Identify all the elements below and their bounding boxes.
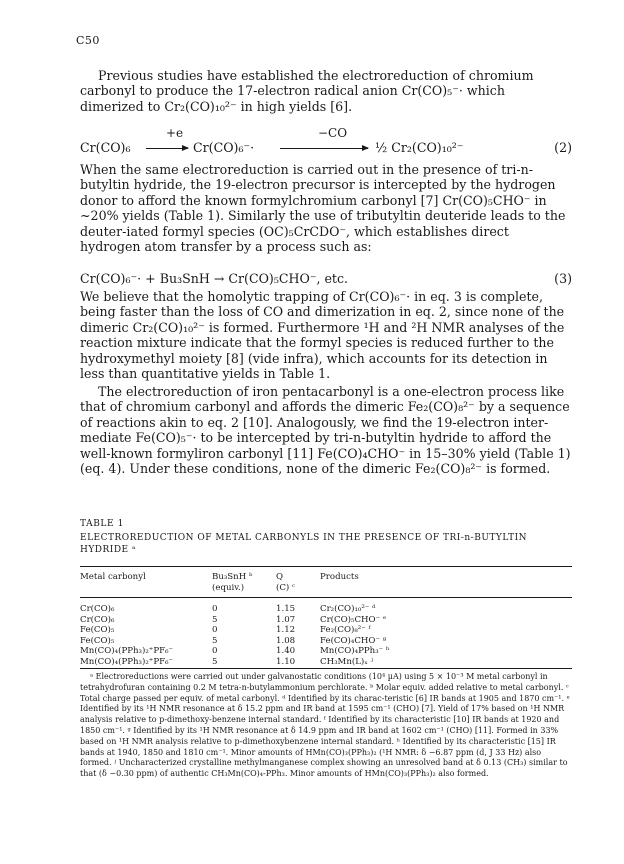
eq2-product: ½ Cr₂(CO)₁₀²⁻: [375, 140, 464, 155]
cell-q: 1.15: [276, 604, 296, 614]
cell-bu3snh: 5: [212, 657, 218, 667]
header-bu3snh-line2: (equiv.): [212, 582, 245, 593]
cell-metal: Fe(CO)₅: [80, 635, 115, 646]
cell-q: 1.10: [276, 657, 296, 667]
cell-metal: Fe(CO)₅: [80, 625, 115, 636]
table-title: ELECTROREDUCTION OF METAL CARBONYLS IN THE PRESENCE OF TRI-n-BUTYLTIN HYDRIDE ᵃ: [80, 533, 528, 555]
cell-q: 1.12: [276, 625, 296, 636]
eq2-number: (2): [554, 140, 572, 155]
cell-products: Cr(CO)₅CHO⁻ ᵉ: [320, 614, 387, 625]
cell-bu3snh: 0: [212, 604, 218, 614]
cell-products: Fe(CO)₄CHO⁻ ᵍ: [320, 635, 387, 646]
header-bu3snh-line1: Bu₃SnH ᵇ: [212, 572, 253, 582]
eq3-text: Cr(CO)₆⁻· + Bu₃SnH → Cr(CO)₅CHO⁻, etc.: [80, 271, 349, 286]
cell-products: CH₃Mn(L)ₓ ʲ: [320, 657, 373, 667]
eq3-number: (3): [554, 271, 572, 286]
table-top-rule: [80, 566, 572, 567]
paragraph-2: When the same electroreduction is carried out in the presence of tri-n-butyltin hydride, the 19-electron precursor is intercepted by the hydrogen donor to afford the known formylchromium carbonyl [7] Cr(CO)₅CHO⁻ in ~20% yields (Table 1). Similarly the use of tributyltin deuteride leads to the deuter-iated formyl species (OC)₅CrCDO⁻, which establishes direct hydrogen atom transfer by a process such as:: [80, 162, 566, 255]
cell-metal: Mn(CO)₄(PPh₃)₂⁺PF₆⁻: [80, 657, 174, 667]
cell-metal: Cr(CO)₆: [80, 604, 115, 614]
header-q-line1: Q: [276, 572, 284, 582]
cell-metal: Cr(CO)₆: [80, 614, 115, 625]
cell-bu3snh: 5: [212, 635, 218, 646]
cell-q: 1.08: [276, 635, 296, 646]
header-bu3snh: [212, 572, 252, 593]
eq2-arrow1: [146, 148, 188, 149]
header-q-line2: (C) ᶜ: [276, 582, 295, 593]
table-footnotes: ᵃ Electroreductions were carried out under galvanostatic conditions (10⁴ µA) using 5 × 10⁻³ M metal carbonyl in tetrahydrofuran containing 0.2 M tetra-n-butylammonium perchlorate. ᵇ Molar equiv. added relative to metal carbonyl. ᶜ Total charge passed per equiv. of metal carbonyl. ᵈ Identified by its charac-teristic [6] IR bands at 1905 and 1870 cm⁻¹. ᵉ Identified by its ¹H NMR resonance at δ 15.2 ppm and IR band at 1595 cm⁻¹ (CHO) [7]. Yield of 17% based on ¹H NMR analysis relative to p-dimethoxy-benzene internal standard. ᶠ Identified by its characteristic [10] IR bands at 1920 and 1850 cm⁻¹. ᵍ Identified by its ¹H NMR resonance at δ 14.9 ppm and IR band at 1602 cm⁻¹ (CHO) [11]. Formed in 33% based on ¹H NMR analysis relative to p-dimethoxybenzene internal standard. ʰ Identified by its characteristic [15] IR bands at 1940, 1850 and 1810 cm⁻¹. Minor amounts of HMn(CO)₃(PPh₃)₂ (¹H NMR: δ −6.87 ppm (d, J 33 Hz) also formed. ʲ Uncharacterized crystalline methylmanganese complex showing an unresolved band at δ 0.13 (CH₃) similar to that (δ −0.30 ppm) of authentic CH₃Mn(CO)₄-PPh₃. Minor amounts of HMn(CO)₃(PPh₃)₂ also formed.: [80, 672, 570, 779]
table-header-rule: [80, 597, 572, 598]
eq2-arrow1-label: +e: [166, 126, 184, 140]
cell-bu3snh: 5: [212, 614, 218, 625]
header-products: Products: [320, 572, 359, 582]
cell-q: 1.40: [276, 646, 296, 657]
header-metal: Metal carbonyl: [80, 572, 146, 582]
paragraph-4: The electroreduction of iron pentacarbonyl is a one-electron process like that of chromium carbonyl and affords the dimeric Fe₂(CO)₈²⁻ by a sequence of reactions akin to eq. 2 [10]. Analogously, we find the 19-electron inter-mediate Fe(CO)₅⁻· to be intercepted by tri-n-butyltin hydride to afford the well-known formyliron carbonyl [11] Fe(CO)₄CHO⁻ in 15–30% yield (Table 1) (eq. 4). Under these conditions, none of the dimeric Fe₂(CO)₈²⁻ is formed.: [80, 384, 571, 477]
cell-q: 1.07: [276, 614, 296, 625]
eq2-arrow2-label: −CO: [318, 126, 348, 140]
equation-2: [80, 124, 572, 160]
paragraph-1: Previous studies have established the electroreduction of chromium carbonyl to produce the 17-electron radical anion Cr(CO)₅⁻· which dimerized to Cr₂(CO)₁₀²⁻ in high yields [6].: [80, 68, 534, 114]
cell-products: Mn(CO)₄PPh₃⁻ ʰ: [320, 646, 390, 657]
cell-bu3snh: 0: [212, 646, 218, 657]
eq2-intermediate: Cr(CO)₆⁻·: [193, 140, 255, 155]
table-bottom-rule: [80, 668, 572, 669]
cell-products: Cr₂(CO)₁₀²⁻ ᵈ: [320, 604, 376, 614]
page-number: C50: [76, 34, 100, 47]
table-caption: TABLE 1: [80, 519, 124, 529]
cell-metal: Mn(CO)₄(PPh₃)₂⁺PF₆⁻: [80, 646, 174, 657]
cell-bu3snh: 0: [212, 625, 218, 636]
eq2-arrow2: [280, 148, 368, 149]
header-q: [276, 572, 295, 593]
cell-products: Fe₂(CO)₈²⁻ ᶠ: [320, 625, 371, 636]
eq2-reactant: Cr(CO)₆: [80, 140, 131, 155]
paragraph-3: We believe that the homolytic trapping of Cr(CO)₆⁻· in eq. 3 is complete, being faster than the loss of CO and dimerization in eq. 2, since none of the dimeric Cr₂(CO)₁₀²⁻ is formed. Furthermore ¹H and ²H NMR analyses of the reaction mixture indicate that the formyl species is reduced further to the hydroxymethyl moiety [8] (vide infra), which accounts for its detection in less than quantitative yields in Table 1.: [80, 289, 565, 382]
